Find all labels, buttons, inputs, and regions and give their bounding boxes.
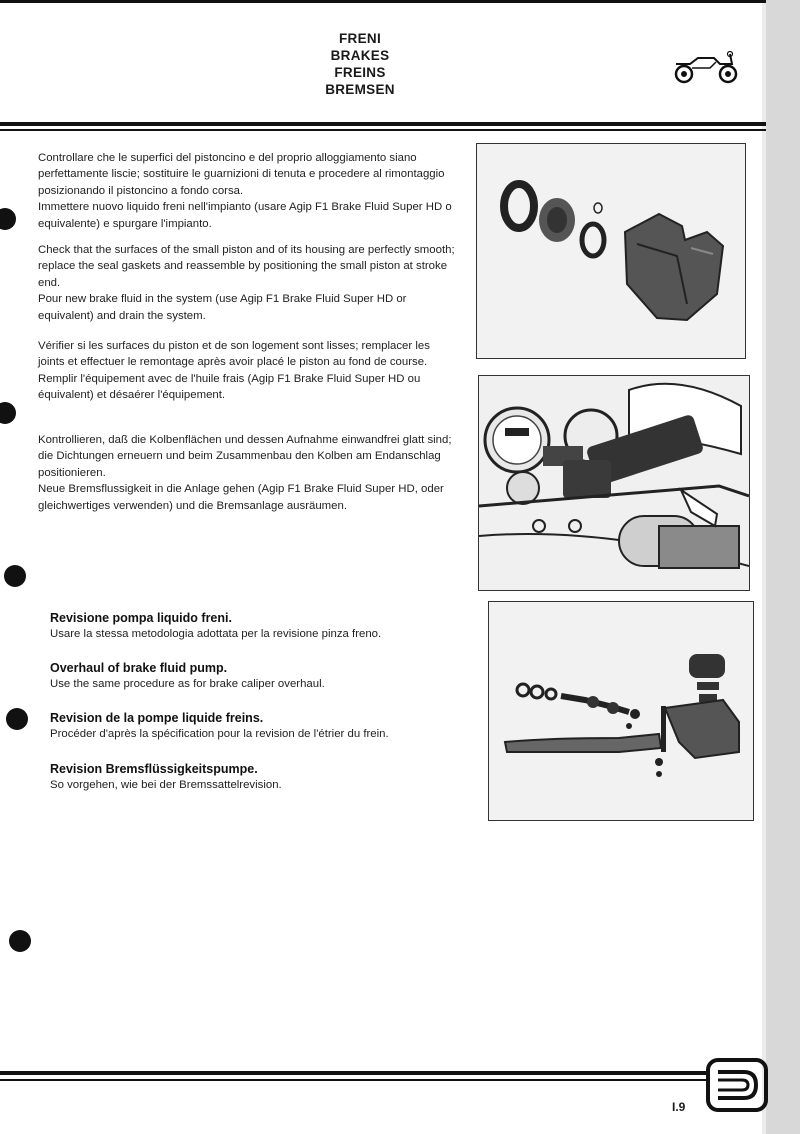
- page-edge-highlight: [762, 0, 766, 1134]
- brake-pump-exploded-illustration: [489, 602, 753, 820]
- header-rule-top: [0, 122, 766, 126]
- section-body: So vorgehen, wie bei der Bremssattelrevision.: [50, 779, 282, 791]
- paragraph-text: Controllare che le superfici del pistoncino e del proprio alloggiamento siano perfettamente liscie; sostituire le guarnizioni di tenuta e procedere al rimontaggio posizionando il pistoncino a fondo corsa.: [38, 152, 445, 197]
- binder-hole: [9, 930, 31, 952]
- binder-hole: [0, 208, 16, 230]
- title-de: BREMSEN: [325, 82, 395, 97]
- figure-handlebar-pump: [478, 375, 750, 591]
- page-number: I.9: [672, 1100, 686, 1114]
- paragraph-text: Remplir l'équipement avec de l'huile frais (Agip F1 Brake Fluid Super HD ou équivalent) et désaérer l'équipement.: [38, 372, 421, 402]
- paragraph-italian: [38, 150, 456, 232]
- binder-hole: [6, 708, 28, 730]
- manufacturer-logo-icon: [704, 1056, 770, 1114]
- motorcycle-icon: [670, 50, 742, 84]
- section-body: Procéder d'après la spécification pour la revision de l'étrier du frein.: [50, 728, 389, 740]
- footer-rule-bottom: [0, 1079, 706, 1081]
- paragraph-text: Kontrollieren, daß die Kolbenflächen und dessen Aufnahme einwandfrei glatt sind; die Dichtungen erneuern und beim Zusammenbau den Kolben am Endanschlag positionieren.: [38, 434, 452, 479]
- figure-brake-pump-exploded: [488, 601, 754, 821]
- handlebar-master-cylinder-illustration: [479, 376, 749, 590]
- paragraph-german: [38, 432, 456, 514]
- figure-piston-parts: [476, 143, 746, 359]
- paragraph-french: [38, 338, 456, 404]
- title-en: BRAKES: [330, 48, 390, 63]
- header-rule-bottom: [0, 129, 766, 131]
- paragraph-text: Pour new brake fluid in the system (use Agip F1 Brake Fluid Super HD or equivalent) and drain the system.: [38, 293, 407, 322]
- section-de: [50, 762, 470, 791]
- page-edge-shadow: [766, 0, 800, 1134]
- paragraph-text: Check that the surfaces of the small piston and of its housing are perfectly smooth; replace the seal gaskets and reassemble by positioning the small piston at stroke end.: [38, 244, 455, 289]
- footer-rule-top: [0, 1071, 706, 1075]
- page-title: [260, 30, 460, 98]
- top-edge-rule: [0, 0, 766, 3]
- section-body: Use the same procedure as for brake caliper overhaul.: [50, 678, 325, 690]
- binder-hole: [0, 402, 16, 424]
- section-en: [50, 661, 470, 690]
- title-fr: FREINS: [334, 65, 386, 80]
- section-title: Overhaul of brake fluid pump.: [50, 661, 228, 675]
- section-body: Usare la stessa metodologia adottata per la revisione pinza freno.: [50, 628, 382, 640]
- piston-seal-parts-illustration: [477, 144, 745, 358]
- paragraph-text: Immettere nuovo liquido freni nell'impianto (usare Agip F1 Brake Fluid Super HD o equivalente) e spurgare l'impianto.: [38, 201, 452, 230]
- section-title: Revision de la pompe liquide freins.: [50, 711, 264, 725]
- section-fr: [50, 711, 470, 740]
- paragraph-english: [38, 242, 456, 324]
- paragraph-text: Vérifier si les surfaces du piston et de son logement sont lisses; remplacer les joints et effectuer le remontage après avoir placé le piston au fond de course.: [38, 340, 430, 369]
- section-it: [50, 611, 470, 640]
- section-title: Revision Bremsflüssigkeitspumpe.: [50, 762, 258, 776]
- title-it: FRENI: [339, 31, 381, 46]
- section-title: Revisione pompa liquido freni.: [50, 611, 232, 625]
- binder-hole: [4, 565, 26, 587]
- paragraph-text: Neue Bremsflussigkeit in die Anlage gehen (Agip F1 Brake Fluid Super HD, oder gleichwertiges verwenden) und die Bremsanlage ausräumen.: [38, 483, 444, 512]
